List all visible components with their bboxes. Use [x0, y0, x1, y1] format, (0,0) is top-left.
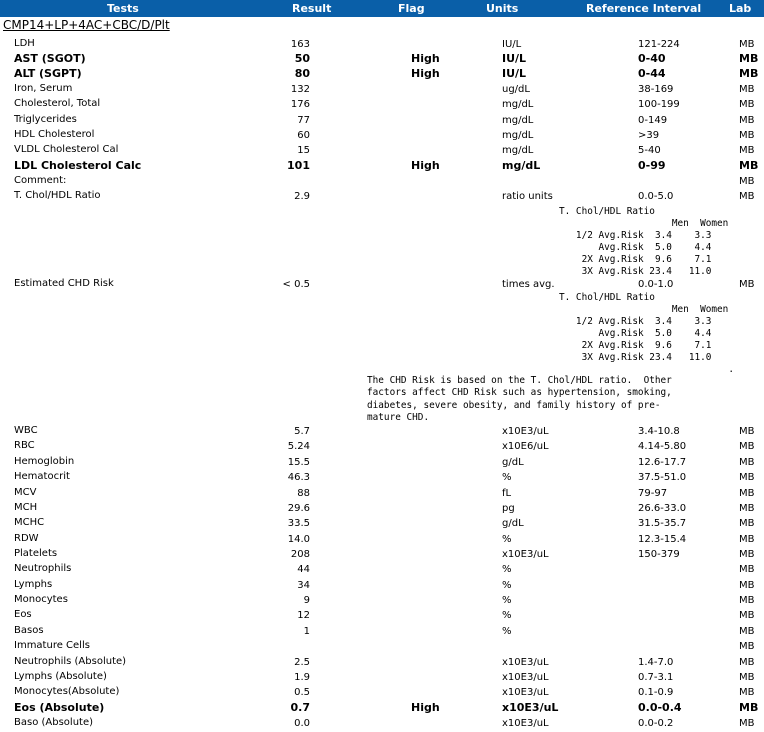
- table-row: ALT (SGPT) 80 High IU/L 0-44 MB: [14, 67, 759, 80]
- table-row: Comment: MB: [14, 175, 755, 187]
- table-row: Lymphs (Absolute) 1.9 x10E3/uL 0.7-3.1 MB: [14, 671, 755, 683]
- table-row: Platelets 208 x10E3/uL 150-379 MB: [14, 548, 755, 560]
- panel-title: CMP14+LP+4AC+CBC/D/Plt: [3, 18, 170, 32]
- table-row: MCHC 33.5 g/dL 31.5-35.7 MB: [14, 517, 755, 529]
- table-row: LDL Cholesterol Calc 101 High mg/dL 0-99 MB: [14, 159, 759, 172]
- table-row: Baso (Absolute) 0.0 x10E3/uL 0.0-0.2 MB: [14, 717, 755, 729]
- table-row: Lymphs 34 % MB: [14, 579, 755, 591]
- test-name: Neutrophils (Absolute): [14, 656, 127, 667]
- test-name: LDL Cholesterol Calc: [14, 159, 142, 172]
- test-name: Baso (Absolute): [14, 717, 94, 728]
- header-tests: Tests: [107, 2, 139, 15]
- table-row: VLDL Cholesterol Cal 15 mg/dL 5-40 MB: [14, 144, 755, 156]
- test-name: Neutrophils: [14, 563, 72, 574]
- table-row: Basos 1 % MB: [14, 625, 755, 637]
- table-row: Neutrophils 44 % MB: [14, 563, 755, 575]
- test-name: WBC: [14, 425, 38, 436]
- header-units: Units: [486, 2, 519, 15]
- header-reference-interval: Reference Interval: [586, 2, 702, 15]
- test-name: Hemoglobin: [14, 456, 75, 467]
- header-result: Result: [292, 2, 332, 15]
- test-name: LDH: [14, 38, 35, 49]
- table-row: Iron, Serum 132 ug/dL 38-169 MB: [14, 83, 755, 95]
- test-name: Lymphs (Absolute): [14, 671, 107, 682]
- test-name: Eos (Absolute): [14, 701, 105, 714]
- table-row: Eos 12 % MB: [14, 609, 755, 621]
- test-name: ALT (SGPT): [14, 67, 82, 80]
- risk-table-ratio: T. Chol/HDL Ratio Men Women 1/2 Avg.Risk 3.4 3.3 Avg.Risk 5.0 4.4 2X Avg.Risk 9.6 7.1 3X Avg.Risk 23.4 11.0: [559, 206, 729, 277]
- table-row: LDH 163 IU/L 121-224 MB: [14, 38, 755, 50]
- table-row: RDW 14.0 % 12.3-15.4 MB: [14, 533, 755, 545]
- test-name: Platelets: [14, 548, 58, 559]
- table-row: MCH 29.6 pg 26.6-33.0 MB: [14, 502, 755, 514]
- table-row: T. Chol/HDL Ratio 2.9 ratio units 0.0-5.0 MB: [14, 190, 755, 202]
- chd-risk-note: The CHD Risk is based on the T. Chol/HDL ratio. Other factors affect CHD Risk such as hypertension, smoking, diabetes, severe obesity, and family history of pre- mature CHD.: [367, 375, 672, 423]
- table-row: Triglycerides 77 mg/dL 0-149 MB: [14, 114, 755, 126]
- header-lab: Lab: [729, 2, 752, 15]
- test-name: Lymphs: [14, 579, 53, 590]
- test-name: HDL Cholesterol: [14, 129, 95, 140]
- test-name: Comment:: [14, 175, 67, 186]
- table-row: Monocytes(Absolute) 0.5 x10E3/uL 0.1-0.9 MB: [14, 686, 755, 698]
- test-name: Triglycerides: [14, 114, 77, 125]
- test-name: Monocytes(Absolute): [14, 686, 120, 697]
- test-name: Cholesterol, Total: [14, 98, 101, 109]
- table-row: Immature Cells MB: [14, 640, 755, 652]
- test-name: VLDL Cholesterol Cal: [14, 144, 119, 155]
- test-name: Hematocrit: [14, 471, 70, 482]
- table-row: Estimated CHD Risk < 0.5 times avg. 0.0-1.0 MB: [14, 278, 755, 290]
- test-name: RBC: [14, 440, 35, 451]
- table-row: Cholesterol, Total 176 mg/dL 100-199 MB: [14, 98, 755, 110]
- test-name: Eos: [14, 609, 32, 620]
- test-name: Iron, Serum: [14, 83, 73, 94]
- table-row: Monocytes 9 % MB: [14, 594, 755, 606]
- test-name: MCHC: [14, 517, 45, 528]
- table-row: Eos (Absolute) 0.7 High x10E3/uL 0.0-0.4 MB: [14, 701, 759, 714]
- test-name: RDW: [14, 533, 39, 544]
- test-name: MCH: [14, 502, 38, 513]
- test-name: Estimated CHD Risk: [14, 278, 114, 289]
- table-row: RBC 5.24 x10E6/uL 4.14-5.80 MB: [14, 440, 755, 452]
- test-name: MCV: [14, 487, 37, 498]
- table-row: MCV 88 fL 79-97 MB: [14, 487, 755, 499]
- table-row: Hematocrit 46.3 % 37.5-51.0 MB: [14, 471, 755, 483]
- table-row: HDL Cholesterol 60 mg/dL >39 MB: [14, 129, 755, 141]
- table-row: Hemoglobin 15.5 g/dL 12.6-17.7 MB: [14, 456, 755, 468]
- test-name: T. Chol/HDL Ratio: [14, 190, 101, 201]
- test-name: Monocytes: [14, 594, 68, 605]
- table-row: WBC 5.7 x10E3/uL 3.4-10.8 MB: [14, 425, 755, 437]
- test-name: Basos: [14, 625, 44, 636]
- test-name: AST (SGOT): [14, 52, 86, 65]
- table-row: Neutrophils (Absolute) 2.5 x10E3/uL 1.4-7.0 MB: [14, 656, 755, 668]
- risk-table-chd: T. Chol/HDL Ratio Men Women 1/2 Avg.Risk 3.4 3.3 Avg.Risk 5.0 4.4 2X Avg.Risk 9.6 7.1 3X Avg.Risk 23.4 11.0 .: [559, 292, 734, 375]
- test-name: Immature Cells: [14, 640, 90, 651]
- table-row: AST (SGOT) 50 High IU/L 0-40 MB: [14, 52, 759, 65]
- column-header-bar: [0, 0, 764, 17]
- header-flag: Flag: [398, 2, 425, 15]
